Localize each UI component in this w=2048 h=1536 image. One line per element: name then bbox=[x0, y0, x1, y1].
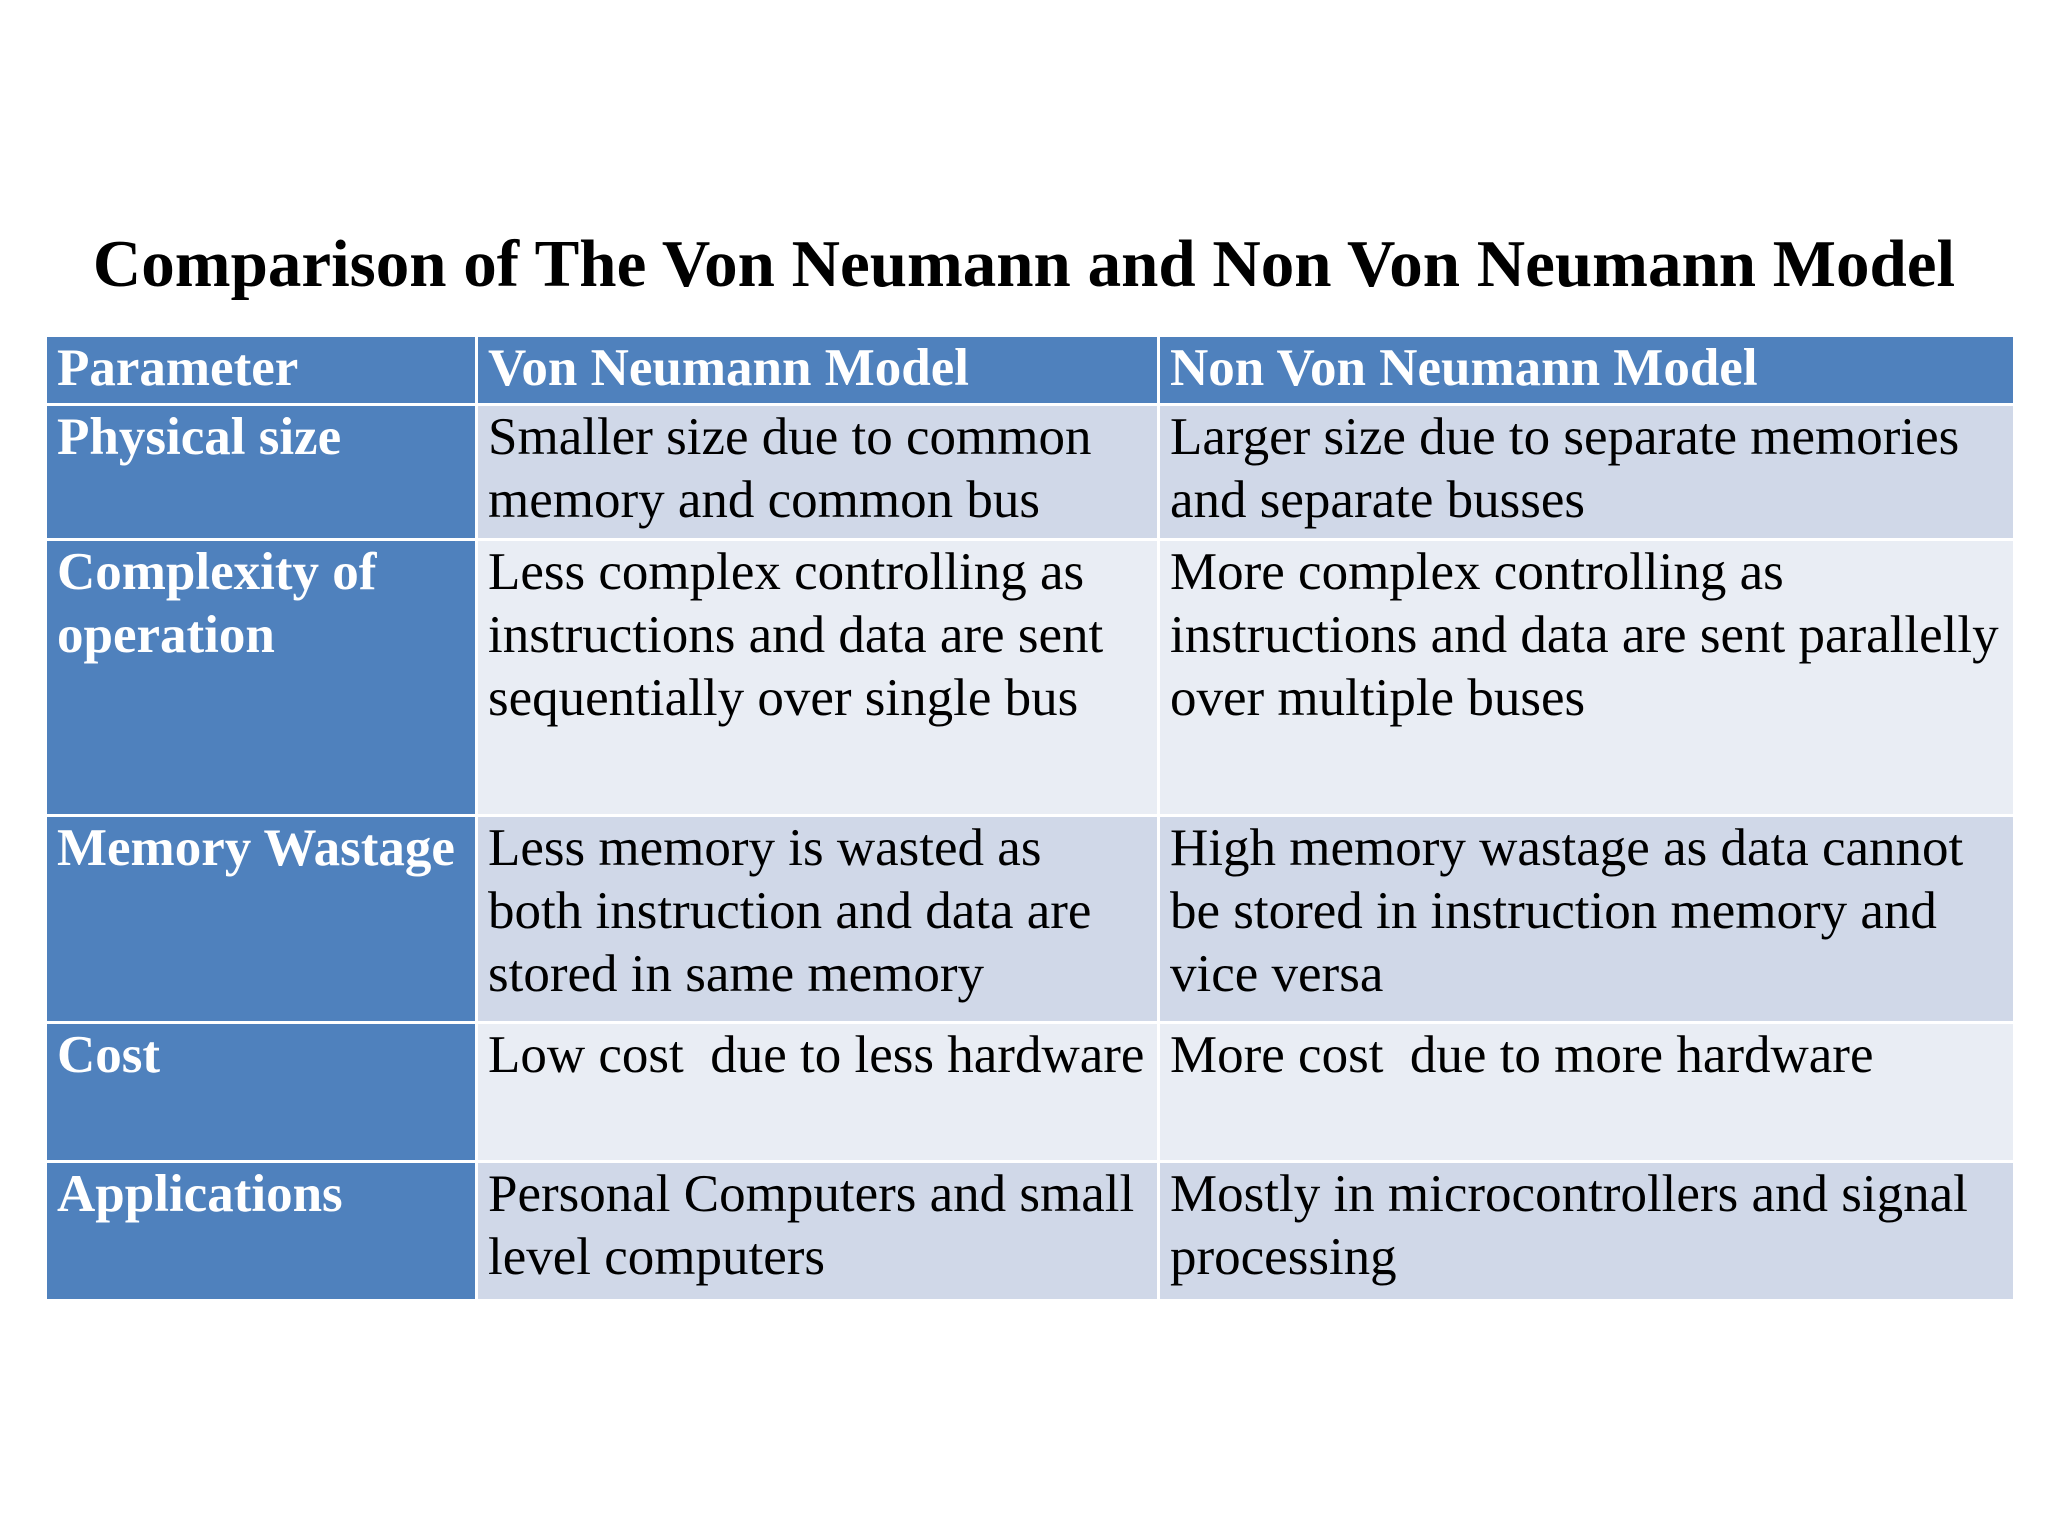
von-neumann-cell: Smaller size due to common memory and common bus bbox=[477, 405, 1159, 540]
header-von-neumann: Von Neumann Model bbox=[477, 336, 1159, 405]
von-neumann-cell: Less memory is wasted as both instruction and data are stored in same memory bbox=[477, 816, 1159, 1023]
table-row bbox=[46, 816, 2015, 1023]
von-neumann-cell: Personal Computers and small level computers bbox=[477, 1162, 1159, 1301]
table-row bbox=[46, 540, 2015, 816]
non-von-neumann-cell: Larger size due to separate memories and separate busses bbox=[1159, 405, 2015, 540]
non-von-neumann-cell: More complex controlling as instructions and data are sent parallelly over multiple buses bbox=[1159, 540, 2015, 816]
comparison-table bbox=[44, 334, 2016, 1302]
von-neumann-cell: Low cost due to less hardware bbox=[477, 1023, 1159, 1162]
parameter-cell: Memory Wastage bbox=[46, 816, 477, 1023]
table-row bbox=[46, 405, 2015, 540]
non-von-neumann-cell: High memory wastage as data cannot be stored in instruction memory and vice versa bbox=[1159, 816, 2015, 1023]
parameter-cell: Physical size bbox=[46, 405, 477, 540]
header-parameter: Parameter bbox=[46, 336, 477, 405]
parameter-cell: Cost bbox=[46, 1023, 477, 1162]
parameter-cell: Complexity of operation bbox=[46, 540, 477, 816]
header-non-von-neumann: Non Von Neumann Model bbox=[1159, 336, 2015, 405]
non-von-neumann-cell: More cost due to more hardware bbox=[1159, 1023, 2015, 1162]
table-row bbox=[46, 1023, 2015, 1162]
von-neumann-cell: Less complex controlling as instructions and data are sent sequentially over single bus bbox=[477, 540, 1159, 816]
parameter-cell: Applications bbox=[46, 1162, 477, 1301]
table-header-row bbox=[46, 336, 2015, 405]
table-row bbox=[46, 1162, 2015, 1301]
non-von-neumann-cell: Mostly in microcontrollers and signal processing bbox=[1159, 1162, 2015, 1301]
slide-title: Comparison of The Von Neumann and Non Von Neumann Model bbox=[92, 227, 1956, 301]
